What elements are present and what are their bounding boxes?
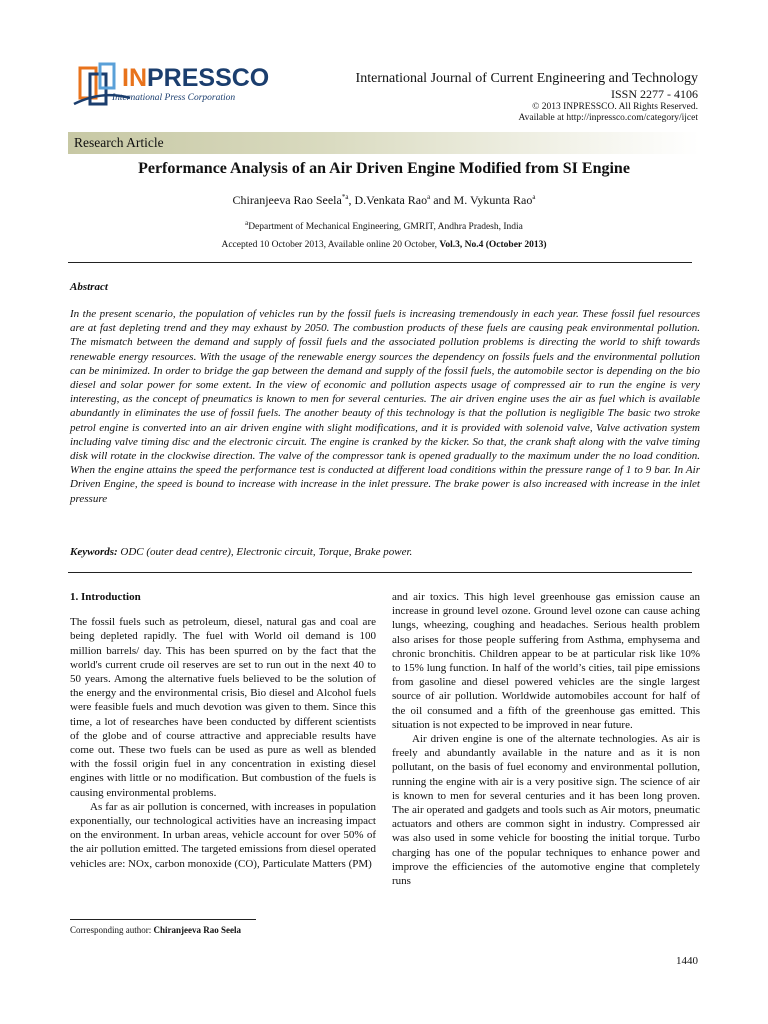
keywords-label: Keywords: <box>70 546 118 558</box>
author-name: D.Venkata Rao <box>354 193 428 207</box>
journal-info <box>356 71 698 124</box>
copyright: © 2013 INPRESSCO. All Rights Reserved. <box>532 102 698 112</box>
paragraph: Air driven engine is one of the alternate technologies. As air is freely and abundantly available in the nature and as it is non pollutant, on the basis of fuel economy and environmental pollution, running the engine with air is a very positive sign. The science of air is known to men for several centuries and it has been long proven. The air operated and gadgets and tools such as Air motors, pneumatic actuators and others are common sight in industry. Compressed air was also used in some vehicle for boosting the initial torque. Turbo charging has one of the popular techniques to enhance power and improve the efficiencies of the automotive engine that completely runs <box>392 733 700 888</box>
paragraph: As far as air pollution is concerned, with increases in population exponentially, our technological activities have an increasing impact on the environment. In urban areas, vehicle account for over 50% of the air pollution emitted. The targeted emissions from diesel operated vehicles are: NOx, carbon monoxide (CO), Particulate Matters (PM) <box>70 800 376 870</box>
publisher-logo <box>72 60 284 116</box>
article-type-bar <box>68 132 700 154</box>
author-superscript: a <box>427 193 431 201</box>
keywords <box>70 546 700 558</box>
author-superscript: *a <box>341 193 349 201</box>
paper-title: Performance Analysis of an Air Driven Engine Modified from SI Engine <box>138 160 630 177</box>
footnote-divider <box>70 919 256 920</box>
divider <box>68 262 692 263</box>
accepted-date: Accepted 10 October 2013, Available online 20 October, <box>221 240 440 250</box>
issn: ISSN 2277 - 4106 <box>610 87 698 101</box>
publication-dates <box>0 240 768 250</box>
author-separator: and <box>430 193 454 207</box>
logo-subtitle: International Press Corporation <box>112 93 236 103</box>
volume-info: Vol.3, No.4 (October 2013) <box>439 240 547 250</box>
available-at-link[interactable]: Available at http://inpressco.com/category/ijcet <box>518 113 698 123</box>
abstract-text: In the present scenario, the population of vehicles run by the fossil fuels is increasing tremendously in each year. These fossil fuel resources are at fast depleting trend and they may exhaust by 2050. The combustion products of these fuels are causing peak environmental pollution. The mismatch between the demand and supply of fossil fuels and the associated pollution problems is directing the world to shift towards renewable energy resources. With the usage of the renewable energy sources the dependency on fossils fuels and the environmental pollution can be minimized. In order to bridge the gap between the demand and supply of the fossil fuels, the automobile sector is depending on the bio diesel and solar power for some extent. In the view of economic and pollution aspects usage of compressed air to run the engine is very interesting, as the concept of pneumatics is known to men for several centuries. The air driven engine uses the air as fuel which is available abundantly in eliminates the use of fossil fuels. The another beauty of this technology is that the pollution is negligible The basic two stroke petrol engine is converted into an air driven engine with slight modifications, and it is provided with solenoid valve, Valve activation system including valve timing disc and the electronic circuit. The engine is cranked by the kicker. So that, the crank shaft along with the valve timing disk will rotate in the clockwise direction. The valve of the compressor tank is opened gradually to the maximum under the no load condition. When the engine attains the speed the performance test is conducted at different load conditions within the pressure range of 1 to 9 bar. In Air Driven Engine, the speed is bound to increase with increase in the inlet pressure. The brake power is also increased with increase in the inlet pressure <box>70 308 700 505</box>
corresponding-label: Corresponding author: <box>70 925 154 935</box>
abstract-heading: Abstract <box>70 281 108 293</box>
section-heading: 1. Introduction <box>70 591 141 603</box>
corresponding-name: Chiranjeeva Rao Seela <box>153 925 241 935</box>
page-number: 1440 <box>676 955 698 967</box>
affiliation <box>0 219 768 232</box>
corresponding-author <box>70 925 241 935</box>
left-column <box>70 590 376 871</box>
author-name: M. Vykunta Rao <box>453 193 533 207</box>
affiliation-superscript: a <box>245 219 249 227</box>
keywords-text: ODC (outer dead centre), Electronic circuit, Torque, Brake power. <box>117 546 413 558</box>
logo-brand: INPRESSCO <box>122 64 270 92</box>
affiliation-text: Department of Mechanical Engineering, GMRIT, Andhra Pradesh, India <box>248 222 523 233</box>
divider <box>68 572 692 573</box>
right-column <box>392 590 700 888</box>
author-superscript: a <box>532 193 536 201</box>
author-list <box>0 193 768 208</box>
author-name: Chiranjeeva Rao Seela <box>232 193 342 207</box>
paragraph: and air toxics. This high level greenhouse gas emission cause an increase in ground level ozone. Ground level ozone can cause aching lungs, wheezing, coughing and headaches. Serious health problem also arises for those people suffering from Asthma, emphysema and chronic bronchitis. Children appear to be at particular risk like 10% to 15% lung function. In half of the world’s cities, tail pipe emissions from gasoline and diesel powered vehicles are the single largest source of air pollution. Worldwide automobiles account for half of the oil consumed and a fifth of the greenhouse gas emitted. This situation is not expected to be improved in near future. <box>392 591 700 731</box>
article-type: Research Article <box>74 135 164 150</box>
author-separator: , <box>348 193 355 207</box>
paragraph: The fossil fuels such as petroleum, diesel, natural gas and coal are being depleted rapidly. The fuel with World oil demand is 100 million barrels/ day. This has been spurred on by the fact that the world's current crude oil reserves are set to run out in the next 40 to 50 years. Among the alternative fuels believed to be the solution of the energy and the environmental crisis, Bio diesel and Alcohol fuels were feasible fuels and much devotion was given to them. Since this time, a lot of researches have been conducted by different scientists of the globe and of course attractive and appreciable results have come out. These two fuels can be used as pure as well as blended with the fossil origin fuel in any concentration in existing diesel engines with little or no modification. But combustion of the fuels is causing environmental problems. <box>70 616 376 799</box>
journal-title: International Journal of Current Engineering and Technology <box>355 71 698 86</box>
